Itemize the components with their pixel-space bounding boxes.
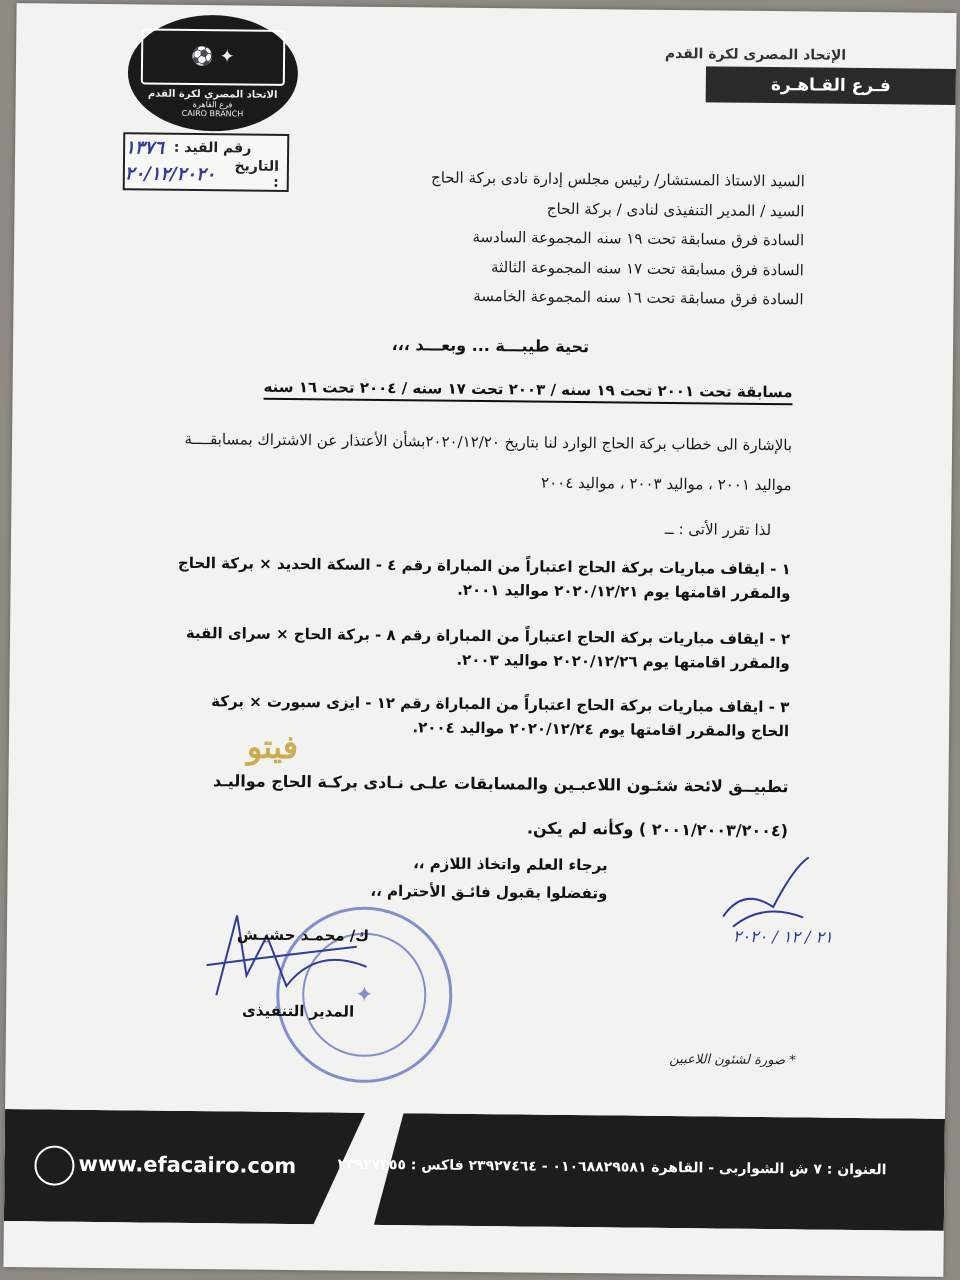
branch-bar: فـرع القـاهـرة	[706, 66, 956, 105]
closing-line: برجاء العلم واتخاذ اللازم ،،	[413, 854, 608, 875]
efa-logo	[127, 14, 298, 132]
addressee-list	[243, 162, 805, 315]
reg-date-label: التاريخ :	[234, 158, 280, 191]
footer-address: العنوان : ٧ ش الشواربى - القاهرة ٠١٠٦٨٨٢٩٥٨١ - ٢٣٩٢٧٤٦٤ فاكس : ٢٣٩٢٧٣٥٥	[337, 1156, 887, 1179]
reg-number-label: رقم القيد :	[173, 139, 252, 157]
apply-statement: تطبيــق لائحة شئـون اللاعبـين والمسابقات علـى نـادى بركـة الحاج مواليـد (٢٠٠١/٢٠٠٣/٢٠٠٤ ) وكأنه لم يكن.	[212, 771, 789, 841]
logo-text-en: CAIRO BRANCH	[181, 108, 244, 118]
signature-scribble	[196, 905, 387, 1017]
addressee-line: السادة فرق مسابقة تحت ١٦ سنه المجموعة الخامسة	[473, 286, 804, 309]
website-link[interactable]: www.efacairo.com	[78, 1151, 297, 1179]
signer-title: المدير التنفيذى	[242, 1001, 355, 1021]
decision-item: ٣ - ايقاف مباريات بركة الحاج اعتباراً من المباراة رقم ١٢ - ايزى سبورت × بركة الحاج والمقرر اقامتها يوم ٢٠٢٠/١٢/٢٤ مواليد ٢٠٠٤.	[211, 692, 790, 741]
stamp-emblem-icon: ✦	[302, 932, 427, 1057]
logo-emblem-icon: ⚽ ✦	[141, 28, 286, 86]
globe-icon	[34, 1145, 74, 1185]
handwritten-date: ٢١ / ١٢ / ٢٠٢٠	[732, 926, 833, 947]
subject-line: مسابقة تحت ٢٠٠١ تحت ١٩ سنه / ٢٠٠٣ تحت ١٧ سنه / ٢٠٠٤ تحت ١٦ سنه	[263, 378, 792, 406]
addressee-line: السادة فرق مسابقة تحت ١٧ سنه المجموعة الثالثة	[491, 257, 804, 279]
decision-heading: لذا تقرر الأتى : ــ	[664, 519, 772, 540]
decision-item: ٢ - ايقاف مباريات بركة الحاج اعتباراً من المباراة رقم ٨ - بركة الحاج × سراى القبة والمقرر اقامتها يوم ٢٠٢٠/١٢/٢٦ مواليد ٢٠٠٣.	[185, 623, 791, 673]
logo-text-ar: الاتحاد المصري لكرة القدم	[147, 87, 278, 101]
logo-branch-ar: فرع القاهرة	[192, 99, 233, 109]
copy-to-note: * صورة لشئون اللاعبين	[669, 1052, 796, 1069]
reg-date-value: ٢٠/١٢/٢٠٢٠	[124, 162, 216, 185]
addressee-line: السيد الاستاذ المستشار/ رئيس مجلس إدارة نادى بركة الحاج	[430, 168, 805, 191]
org-name: الإتحاد المصرى لكرة القدم	[664, 45, 847, 64]
greeting: تحية طيبـــة ... وبعـــد ،،،	[391, 335, 590, 357]
signer-name: ك/ محمـد حشيـش	[236, 925, 370, 945]
reg-number-value: ١٣٧٦	[125, 136, 164, 159]
closing-line: وتفضلوا بقبول فائـق الأحترام ،،	[370, 881, 608, 903]
addressee-line: السادة فرق مسابقة تحت ١٩ سنه المجموعة السادسة	[472, 227, 805, 250]
letter-page	[3, 3, 956, 1277]
addressee-line: السيد / المدير التنفيذى لنادى / بركة الحاج	[546, 199, 805, 220]
closing-block	[370, 849, 607, 907]
body-paragraph: بالإشارة الى خطاب بركة الحاج الوارد لنا بتاريخ ٢٠٢٠/١٢/٢٠بشأن الأعتذار عن الاشتراك بمسابقــــة مواليد ٢٠٠١ ، مواليد ٢٠٠٣ ، مواليد ٢٠٠٤	[184, 429, 793, 495]
decision-item: ١ - ايقاف مباريات بركة الحاج اعتباراً من المباراة رقم ٤ - السكة الحديد × بركة الحاج والمقرر اقامتها يوم ٢٠٢٠/١٢/٢١ مواليد ٢٠٠١.	[177, 553, 791, 603]
watermark: فيتو	[246, 727, 299, 767]
